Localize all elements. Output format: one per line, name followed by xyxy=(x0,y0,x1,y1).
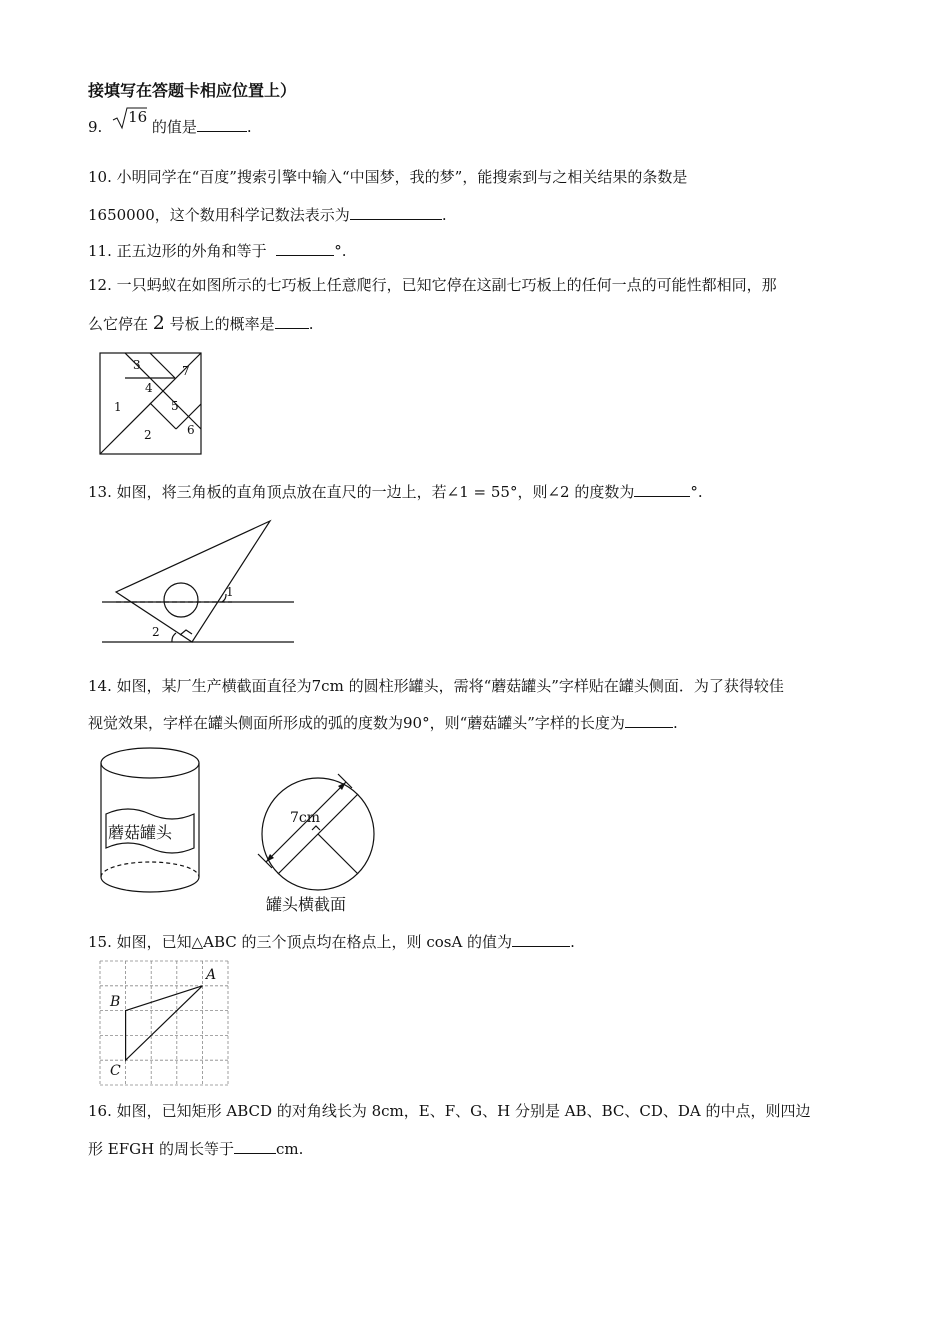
q16-line2: 形 EFGH 的周长等于 xyxy=(88,1140,234,1158)
cross-section-caption: 罐头横截面 xyxy=(266,895,347,914)
q9-end: . xyxy=(246,118,252,136)
q14-number: 14. xyxy=(88,677,112,695)
q12-line1: 一只蚂蚁在如图所示的七巧板上任意爬行，已知它停在这副七巧板上的任何一点的可能性都相同，那 xyxy=(116,276,777,294)
vertex-label-c: C xyxy=(110,1063,121,1079)
q16-number: 16. xyxy=(88,1102,112,1120)
angle-label-1: 1 xyxy=(226,585,234,599)
q12-answer-blank[interactable] xyxy=(275,314,309,329)
diameter-label: 7cm xyxy=(290,810,321,826)
q12-number: 12. xyxy=(88,276,112,294)
question-9 xyxy=(88,108,252,137)
q11-text: 正五边形的外角和等于 xyxy=(116,242,267,260)
section-heading: 接填写在答题卡相应位置上） xyxy=(88,81,297,100)
can-label-text: 蘑菇罐头 xyxy=(108,823,173,842)
q9-number: 9. xyxy=(88,118,103,136)
can-figure xyxy=(98,746,208,906)
q14-end: . xyxy=(672,714,678,732)
q13-answer-blank[interactable] xyxy=(634,482,690,497)
set-square-hole xyxy=(164,583,198,617)
question-13 xyxy=(88,481,703,502)
question-11 xyxy=(88,240,346,261)
q10-answer-blank[interactable] xyxy=(350,205,442,220)
cross-section-figure xyxy=(254,764,384,924)
tangram-label-6: 6 xyxy=(187,423,195,437)
vertex-label-a: A xyxy=(206,967,217,983)
tangram-label-5: 5 xyxy=(171,399,179,413)
can-top-ellipse xyxy=(101,748,199,778)
question-14-line2 xyxy=(88,712,678,733)
can-bottom-front xyxy=(101,877,199,892)
right-angle-mark-icon xyxy=(312,826,320,830)
q16-answer-blank[interactable] xyxy=(234,1139,276,1154)
tangram-label-1: 1 xyxy=(114,400,122,414)
can-bottom-back xyxy=(101,862,199,877)
q9-answer-blank[interactable] xyxy=(197,117,247,132)
q11-answer-blank[interactable] xyxy=(276,241,334,256)
q10-line2: 1650000，这个数用科学记数法表示为 xyxy=(88,206,350,224)
radius-line xyxy=(318,834,358,874)
set-square-triangle xyxy=(116,521,270,642)
q10-number: 10. xyxy=(88,168,112,186)
right-angle-mark-icon xyxy=(180,630,192,635)
q11-number: 11. xyxy=(88,242,112,260)
q12-line2b: 号板上的概率是 xyxy=(169,315,275,333)
q15-number: 15. xyxy=(88,933,112,951)
q15-answer-blank[interactable] xyxy=(512,932,570,947)
q12-end: . xyxy=(308,315,314,333)
question-16-line1 xyxy=(88,1100,810,1121)
tangram-label-3: 3 xyxy=(133,358,141,372)
question-12-line2 xyxy=(88,312,313,334)
tangram-label-7: 7 xyxy=(182,364,190,378)
grid-triangle-figure xyxy=(100,961,232,1087)
tangram-cut-b xyxy=(150,353,175,378)
triangle-abc xyxy=(126,986,203,1060)
q12-line2a: 么它停在 xyxy=(88,315,149,333)
q15-text: 如图，已知△ABC 的三个顶点均在格点上，则 cosA 的值为 xyxy=(116,933,513,951)
vertex-label-b: B xyxy=(110,994,121,1010)
q14-line1: 如图，某厂生产横截面直径为7cm 的圆柱形罐头，需将“蘑菇罐头”字样贴在罐头侧面．为了获得较佳 xyxy=(116,677,784,695)
q12-board-number: 2 xyxy=(152,312,165,334)
q13-text: 如图，将三角板的直角顶点放在直尺的一边上，若∠1 = 55°，则∠2 的度数为 xyxy=(116,483,635,501)
q10-line1: 小明同学在“百度”搜索引擎中输入“中国梦，我的梦”，能搜索到与之相关结果的条数是 xyxy=(116,168,688,186)
q9-radicand: 16 xyxy=(128,108,148,126)
question-14-line1 xyxy=(88,675,784,696)
q9-sqrt xyxy=(113,108,148,136)
question-15 xyxy=(88,931,575,952)
question-16-line2 xyxy=(88,1138,303,1159)
tangram-label-2: 2 xyxy=(144,428,152,442)
q15-end: . xyxy=(570,933,575,951)
q13-number: 13. xyxy=(88,483,112,501)
angle-label-2: 2 xyxy=(152,625,160,639)
tangram-figure xyxy=(100,353,204,455)
q16-end: cm. xyxy=(275,1140,304,1158)
angle-2-arc xyxy=(172,633,176,642)
q9-text: 的值是 xyxy=(151,118,197,136)
q14-line2: 视觉效果，字样在罐头侧面所形成的弧的度数为90°，则“蘑菇罐头”字样的长度为 xyxy=(88,714,625,732)
q10-end: . xyxy=(441,206,447,224)
question-10-line2 xyxy=(88,204,447,225)
q13-end: °. xyxy=(690,483,703,501)
question-12-line1 xyxy=(88,274,777,295)
q11-end: °. xyxy=(334,242,347,260)
q16-line1: 如图，已知矩形 ABCD 的对角线长为 8cm，E、F、G、H 分别是 AB、BC、CD、DA 的中点，则四边 xyxy=(116,1102,811,1120)
triangle-ruler-figure xyxy=(102,518,302,648)
tangram-label-4: 4 xyxy=(145,381,153,395)
q14-answer-blank[interactable] xyxy=(625,713,673,728)
question-10-line1 xyxy=(88,166,687,187)
